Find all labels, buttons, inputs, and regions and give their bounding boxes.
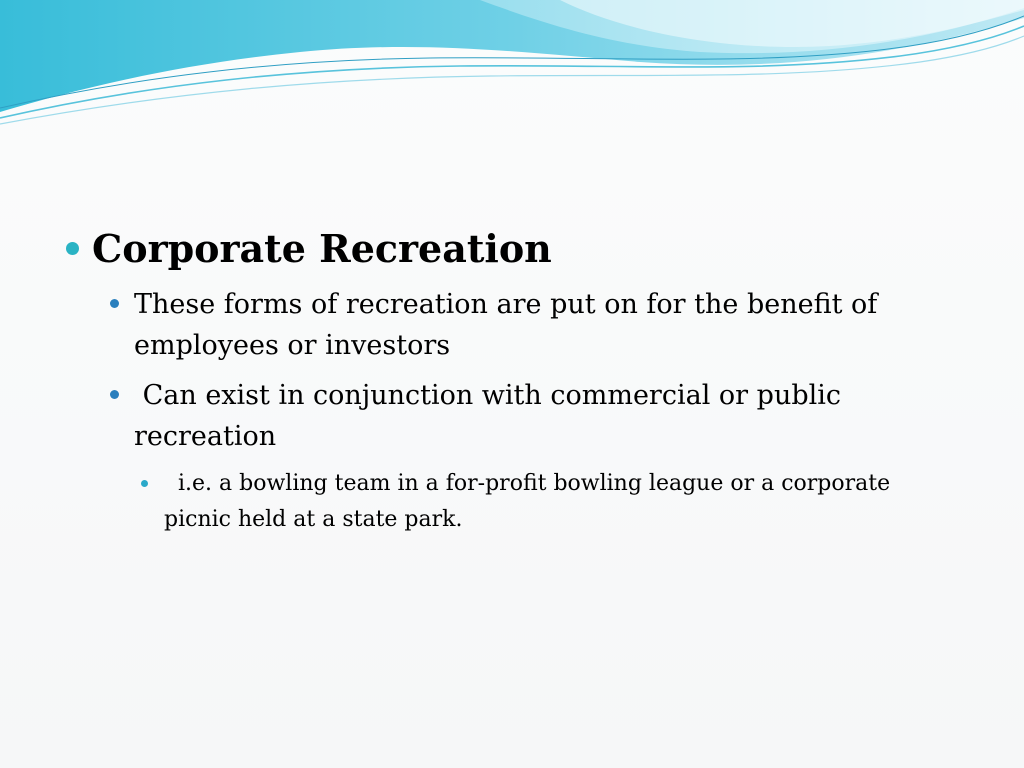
sub-bullet-point (64, 466, 964, 538)
bullet-level1-icon (66, 242, 79, 255)
sub-bullet-point-text: i.e. a bowling team in a for-profit bowling league or a corporate picnic held at a state park. (164, 471, 898, 532)
bullet-level2-icon (110, 390, 119, 399)
bullet-level3-icon (141, 480, 148, 487)
slide-content (64, 222, 964, 538)
bullet-point (64, 284, 964, 366)
bullet-point-text: Can exist in conjunction with commercial or public recreation (134, 380, 850, 452)
bullet-point (64, 375, 964, 457)
wave-header-decoration (0, 0, 1024, 130)
slide-heading: Corporate Recreation (92, 226, 552, 271)
bullet-point-text: These forms of recreation are put on for the benefit of employees or investors (134, 289, 878, 361)
bullet-level2-icon (110, 299, 119, 308)
heading-item (64, 222, 964, 276)
